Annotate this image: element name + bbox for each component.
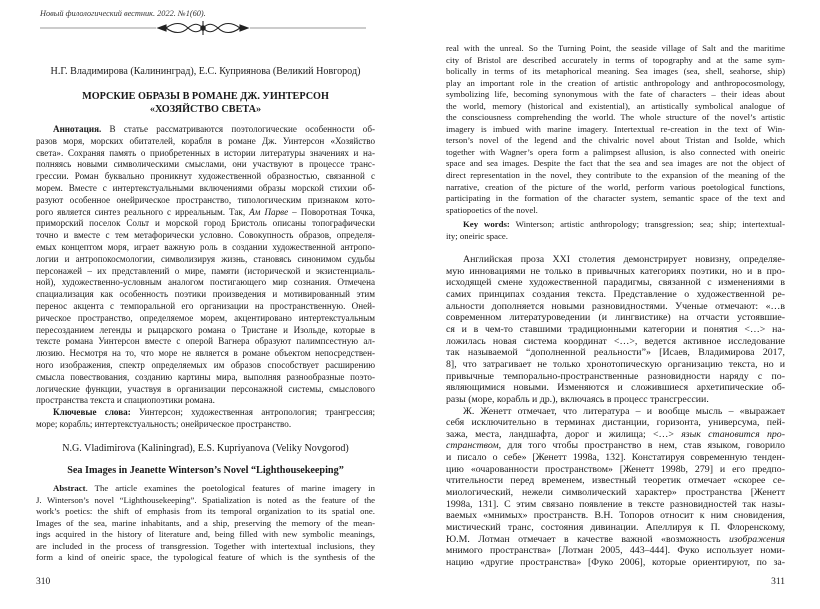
text-line: real with the unreal. So the Turning Point, the seaside village of Salt and the maritime xyxy=(446,43,785,53)
text-line: Abstract. The article examines the poetological features of marine imagery in xyxy=(53,483,375,493)
text-line: разы (море, корабль и др.), включаясь в процесс трансгрессии. xyxy=(446,393,709,405)
text-line: цию «очарованности пространством» [Женетт 1998b, 279] и его предпо- xyxy=(446,463,785,475)
text-line: 1998a, 131]. С этим связано появление в тексте разновидностей так назы- xyxy=(446,498,785,510)
text-line: мистический транс, состояния дивинации. Апеллируя к П. Флоренскому, xyxy=(446,522,785,534)
page-number-left: 310 xyxy=(36,577,51,587)
text-line: ся и в чем-то ставшими традиционными категории и понятия <…> на- xyxy=(446,323,785,335)
text-line: terson’s novel of the legend and the chivalric novel about Tristan and Isolde, which xyxy=(446,135,785,146)
text-line: spatiopoetics of the novel. xyxy=(446,204,538,215)
text-line: разов моря, морских обитателей, корабля в романе Дж. Уинтерсон «Хозяйство xyxy=(36,135,375,146)
text-line: Ключевые слова: Уинтерсон; художественная антропология; трангрессия; xyxy=(53,407,375,417)
italic-emphasis: изображения xyxy=(729,533,785,545)
text-line: together with Wagner’s opera form a palimpsest allusion, is also connected with oneiric xyxy=(446,146,785,157)
text-line: ваемых «мнимых» пространств. В.Н. Топоров относит к ним сновидения, xyxy=(446,510,785,522)
text-line: the consciousness comprehending the world. The whole structure of the novel’s artistic xyxy=(446,112,785,123)
text-line: персонажей – их представлений о мире, памяти (исторической и экзистенциаль- xyxy=(36,265,375,276)
text-line: являющимися новыми. Изменяются и сложившиеся архетипические об- xyxy=(446,382,785,394)
text-line: ложилась новая система координат <…>, ведется активное исследование xyxy=(446,335,785,347)
italic-emphasis: странством, xyxy=(446,440,502,452)
text-line: люзию. Несмотря на то, что море не является в романе объектом непосредствен- xyxy=(36,348,375,359)
text-line: пространства текста и спациопоэтики романа. xyxy=(36,395,215,406)
bold-lead-in: Ключевые слова: xyxy=(53,407,131,417)
header-ornament-divider xyxy=(38,20,368,36)
abstract-ru xyxy=(36,124,375,407)
text-line: work’s poetics: the shift of emphasis from its temporal organization to its spatial one. xyxy=(36,506,375,517)
text-line: морем. Вместе с интертекстуальными включениями образы морской стихии об- xyxy=(36,182,375,193)
text-line: странством, для того чтобы пространство в нем, став языком, говорило xyxy=(446,440,785,452)
text-line: Key words: Winterson; artistic anthropology; transgression; sea; ship; intertextual- xyxy=(463,219,786,229)
text-line: narrative, creation of the picture of the world, perform various poetological functions, xyxy=(446,181,785,192)
text-line: тексте романа Уинтерсон вместе с оперой Вагнера образуют палимпсестную ал- xyxy=(36,336,375,347)
bold-lead-in: Abstract xyxy=(53,483,86,493)
text-line: ity; oneiric space. xyxy=(446,230,508,241)
authors-ru: Н.Г. Владимирова (Калининград), Е.С. Куприянова (Великий Новгород) xyxy=(50,66,361,77)
text-line: рого является синтез реального с ирреальным. Так, Ам Парве – Поворотная Точка, xyxy=(36,206,375,217)
text-line: приморский поселок Сольт и морской город Бристоль описаны топографически xyxy=(36,218,375,229)
authors-en: N.G. Vladimirova (Kaliningrad), E.S. Kupriyanova (Veliky Novgorod) xyxy=(62,443,349,454)
text-line: Аннотация. В статье рассматриваются поэтологические особенности об- xyxy=(53,124,375,134)
title-ru-line: МОРСКИЕ ОБРАЗЫ В РОМАНЕ ДЖ. УИНТЕРСОН xyxy=(82,91,329,102)
text-line: рическое пространство, определяемое морем, акцентировано интертекстуальным xyxy=(36,312,375,323)
text-line: 8], что затрагивает не только хронотопическую организацию текста, но и xyxy=(446,358,785,370)
text-line: are included in the process of transgression. Together with intertextual inclusions, they xyxy=(36,540,375,551)
text-line: ной), художественно-условным аналогом постигающего мир сознания. Отмечена xyxy=(36,277,375,288)
text-line: море; корабль; интертекстуальность; онейрическое пространство. xyxy=(36,418,292,429)
body-paragraph-2 xyxy=(446,406,785,569)
body-paragraph-1 xyxy=(446,254,785,406)
text-line: мнимого пространства» [Лотман 2005, 443–444]. Фуко использует номи- xyxy=(446,545,785,557)
article-title-en: Sea Images in Jeanette Winterson’s Novel “Lighthousekeeping” xyxy=(67,465,344,476)
text-line: разуют особенное онейрическое пространство, типологическим признаком кото- xyxy=(36,194,375,205)
text-line: J. Winterson’s novel “Lighthousekeeping”. Spatialization is noted as the feature of the xyxy=(36,494,375,505)
text-line: миологический, нежели символический характер» пространства [Женетт xyxy=(446,487,785,499)
text-line: мую инновациями не только в привычных категориях поэтики, но и в про- xyxy=(446,265,785,277)
text-line: ings acquired in the history of literature and, being filled with new symbolic meanings, xyxy=(36,529,375,540)
text-line: емых концептом моря, играет важную роль в создании художественной антропо- xyxy=(36,241,375,252)
text-line: нацию «другие пространства» [Фуко 2006], которые ориентируют, по за- xyxy=(446,557,785,569)
text-line: Ж. Женетт отмечает, что литература – и вообще мысль – «выражает xyxy=(463,405,785,417)
text-line: современном литературоведении (и лингвистике) на отчасти устоявшие- xyxy=(446,312,785,324)
text-line: логии и антропокосмологии, символизируя жизнь, становясь синонимом судьбы xyxy=(36,253,375,264)
text-line: и писало о себе» [Женетт 1998a, 132]. Констатируя современную тенден- xyxy=(446,452,785,464)
keywords-ru xyxy=(36,407,375,431)
text-line: Images of the sea, marine inhabitants, and a ship, preserving the memory of the mean- xyxy=(36,517,375,528)
bold-lead-in: Key words: xyxy=(463,219,510,229)
italic-emphasis: Ам Парве xyxy=(249,206,289,217)
text-line: participating in the formation of the character system, semantic space of the text and xyxy=(446,193,785,204)
text-line: form a kind of oneiric space, the typological feature of which is the synthesis of the xyxy=(36,552,375,563)
text-line: city of Bristol are described accurately in terms of topography and at the same sym- xyxy=(446,54,785,65)
text-line: света». Сохраняя память о приобретенных в истории литературы значениях и на- xyxy=(36,147,375,158)
text-line: смысла повествования, созданию картины мира, выполняя разнообразные поэто- xyxy=(36,371,375,382)
text-line: зажа, места, ландшафта, дорог и жилища; <…> язык становится про- xyxy=(446,428,785,440)
text-line: самих принципах создания текста. Представление о художественной ре- xyxy=(446,288,785,300)
text-line: space and sea images. Despite the fact that the sea and sea images are not the object of xyxy=(446,158,785,169)
text-line: себя исключительно в терминах дистанции, горизонта, универсума, пей- xyxy=(446,417,785,429)
text-line: чтительности перед временем, известный теоретик отмечает «скорее се- xyxy=(446,475,785,487)
text-line: bolically in terms of its metaphorical meaning. Sea images (sea, shell, seahorse, ship) xyxy=(446,66,785,77)
abstract-en-part1 xyxy=(36,483,375,564)
text-line: привычные темпорально-пространственные разновидности наряду с по- xyxy=(446,370,785,382)
title-ru-line: «ХОЗЯЙСТВО СВЕТА» xyxy=(149,104,262,115)
text-line: альности дополняется новыми разновидностями. Ученые отмечают: «…в xyxy=(446,300,785,312)
text-line: play an important role in the creation of artistic anthropology and anthropocosmology, xyxy=(446,77,785,88)
journal-header: Новый филологический вестник. 2022. №1(60). xyxy=(40,9,206,18)
text-line: Английская проза XXI столетия демонстрирует новизну, определяе- xyxy=(463,254,785,265)
text-line: исходящей смене художественной парадигмы, связанной с изменениями в xyxy=(446,277,785,289)
article-title-ru xyxy=(36,90,375,116)
text-line: symbolizing life, becoming synonymous with the fate of characters – their ideas about xyxy=(446,89,785,100)
text-line: грессии. Роман буквально проникнут художественной образностью, связанной с xyxy=(36,171,375,182)
text-line: пересозданием легенды и рыцарского романа о Тристане и Изольде, которые в xyxy=(36,324,375,335)
text-line: точно и вместе с тем метафорически условно. Совокупность образов, определя- xyxy=(36,230,375,241)
text-line: логические функции, участвуя в организации персонажной системы, смыслового xyxy=(36,383,375,394)
text-line: imagery is imbued with marine imagery. Intertextual re-creation in the text of Win- xyxy=(446,123,785,134)
text-line: спациализация как особенность поэтики произведения и мотивированный этим xyxy=(36,289,375,300)
text-line: полняясь новыми символическими смыслами, они участвуют в процессе транс- xyxy=(36,159,375,170)
italic-emphasis: язык становится про- xyxy=(681,428,785,440)
keywords-en xyxy=(446,219,785,242)
bold-lead-in: Аннотация. xyxy=(53,124,102,134)
text-line: the world, memory (historical and existential), an artistically symbolical analogue of xyxy=(446,100,785,111)
text-line: Ю.М. Лотман отмечает в качестве важной «возможность изображения xyxy=(446,533,785,545)
text-line: ного изображения, спектр определяемых им образов способствует расширению xyxy=(36,359,375,370)
text-line: так называемой “дополненной реальности”» [Исаев, Владимирова 2017, xyxy=(446,347,785,359)
abstract-en-part2 xyxy=(446,43,785,216)
text-line: direct representation in the novel, they contribute to the expansion of the meaning of the xyxy=(446,170,785,181)
text-line: перенос акцента с темпоральной его организации на пространственную. Оней- xyxy=(36,300,375,311)
page-number-right: 311 xyxy=(771,577,785,587)
